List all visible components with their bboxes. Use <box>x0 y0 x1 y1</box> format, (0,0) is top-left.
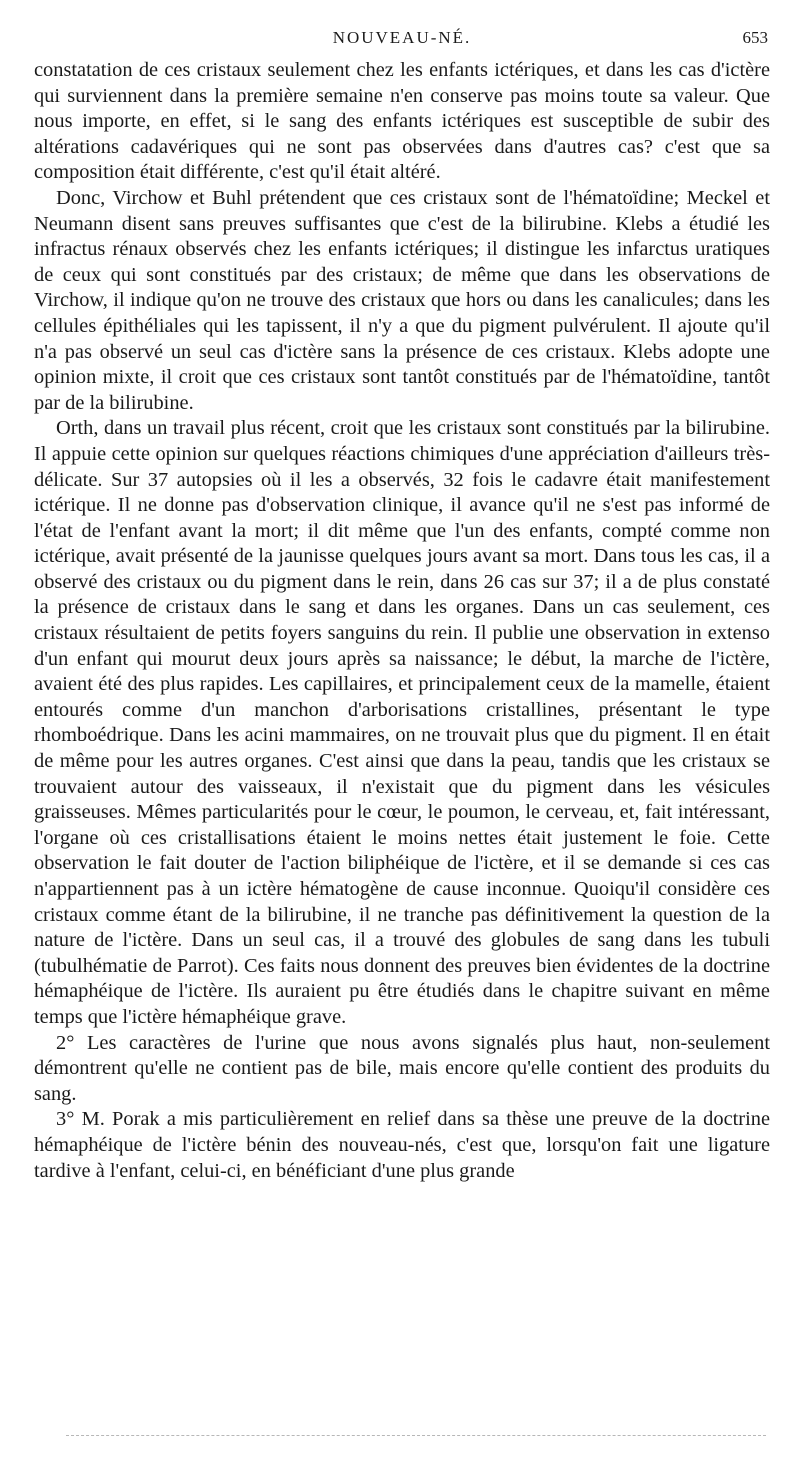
running-header <box>34 22 770 52</box>
paragraph: constatation de ces cristaux seulement chez les enfants ictériques, et dans les cas d'ictère qui surviennent dans la première semaine n'en conserve pas moins toute sa valeur. Que nous importe, en effet, si le sang des enfants ictériques est susceptible de subir des altérations cadavériques qui ne sont pas observées dans d'autres cas? c'est que sa composition était différente, c'est qu'il était altéré. <box>34 59 770 184</box>
header-title: NOUVEAU-NÉ. <box>332 28 472 47</box>
body-text <box>34 58 770 1184</box>
paragraph: Orth, dans un travail plus récent, croit que les cristaux sont constitués par la bilirubine. Il appuie cette opinion sur quelques réactions chimiques d'une appréciation d'ailleurs très-délicate. Sur 37 autopsies où il les a observés, 32 fois le cadavre était manifestement ictérique. Il ne donne pas d'observation clinique, il avance qu'il ne s'est pas informé de l'état de l'enfant avant la mort; il dit même que l'un des enfants, compté comme non ictérique, avait présenté de la jaunisse quelques jours avant sa mort. Dans tous les cas, il a observé des cristaux ou du pigment dans le rein, dans 26 cas sur 37; il a de plus constaté la présence de cristaux dans le sang et dans les organes. Dans un cas seulement, ces cristaux résultaient de petits foyers sanguins du rein. Il publie une observation in extenso d'un enfant qui mourut deux jours après sa naissance; le début, la marche de l'ictère, avaient été des plus rapides. Les capillaires, et principalement ceux de la mamelle, étaient entourés comme d'un manchon d'arborisations cristallines, présentant le type rhomboédrique. Dans les acini mammaires, on ne trouvait plus que du pigment. Il en était de même pour les autres organes. C'est ainsi que dans la peau, tandis que les cristaux se trouvaient autour des vaisseaux, il n'existait que du pigment dans les vésicules graisseuses. Mêmes particularités pour le cœur, le poumon, le cerveau, et, fait intéressant, l'organe où ces cristallisations étaient le moins nettes était justement le foie. Cette observation le fait douter de l'action biliphéique de l'ictère, et il se demande si ces cas n'appartiennent pas à un ictère hématogène de cause inconnue. Quoiqu'il considère ces cristaux comme étant de la bilirubine, il ne tranche pas définitivement la question de la nature de l'ictère. Dans un seul cas, il a trouvé des globules de sang dans les tubuli (tubulhématie de Parrot). Ces faits nous donnent des preuves bien évidentes de la doctrine hémaphéique de l'ictère. Ils auraient pu être étudiés dans le chapitre suivant en même temps que l'ictère hémaphéique grave. <box>34 417 770 1028</box>
page-number: 653 <box>742 28 768 47</box>
paragraph: 2° Les caractères de l'urine que nous avons signalés plus haut, non-seulement démontrent qu'elle ne contient pas de bile, mais encore qu'elle contient des produits du sang. <box>34 1031 770 1105</box>
document-page <box>34 22 770 1184</box>
footer-rule <box>66 1435 766 1436</box>
paragraph: Donc, Virchow et Buhl prétendent que ces cristaux sont de l'hématoïdine; Meckel et Neumann disent sans preuves suffisantes que c'est de la bilirubine. Klebs a étudié les infractus rénaux observés chez les enfants ictériques; il distingue les infarctus uratiques de ceux qui sont constitués par des cristaux; de même que dans les observations de Virchow, il indique qu'on ne trouve des cristaux que hors ou dans les canalicules; dans les cellules épithéliales qui les tapissent, il n'y a que du pigment pulvérulent. Il ajoute qu'il n'a pas observé un seul cas d'ictère sans la présence de ces cristaux. Klebs adopte une opinion mixte, il croit que ces cristaux sont tantôt constitués par de l'hématoïdine, tantôt par de la bilirubine. <box>34 186 770 414</box>
paragraph: 3° M. Porak a mis particulièrement en relief dans sa thèse une preuve de la doctrine hémaphéique de l'ictère bénin des nouveau-nés, c'est que, lorsqu'on fait une ligature tardive à l'enfant, celui-ci, en bénéficiant d'une plus grande <box>34 1108 770 1182</box>
